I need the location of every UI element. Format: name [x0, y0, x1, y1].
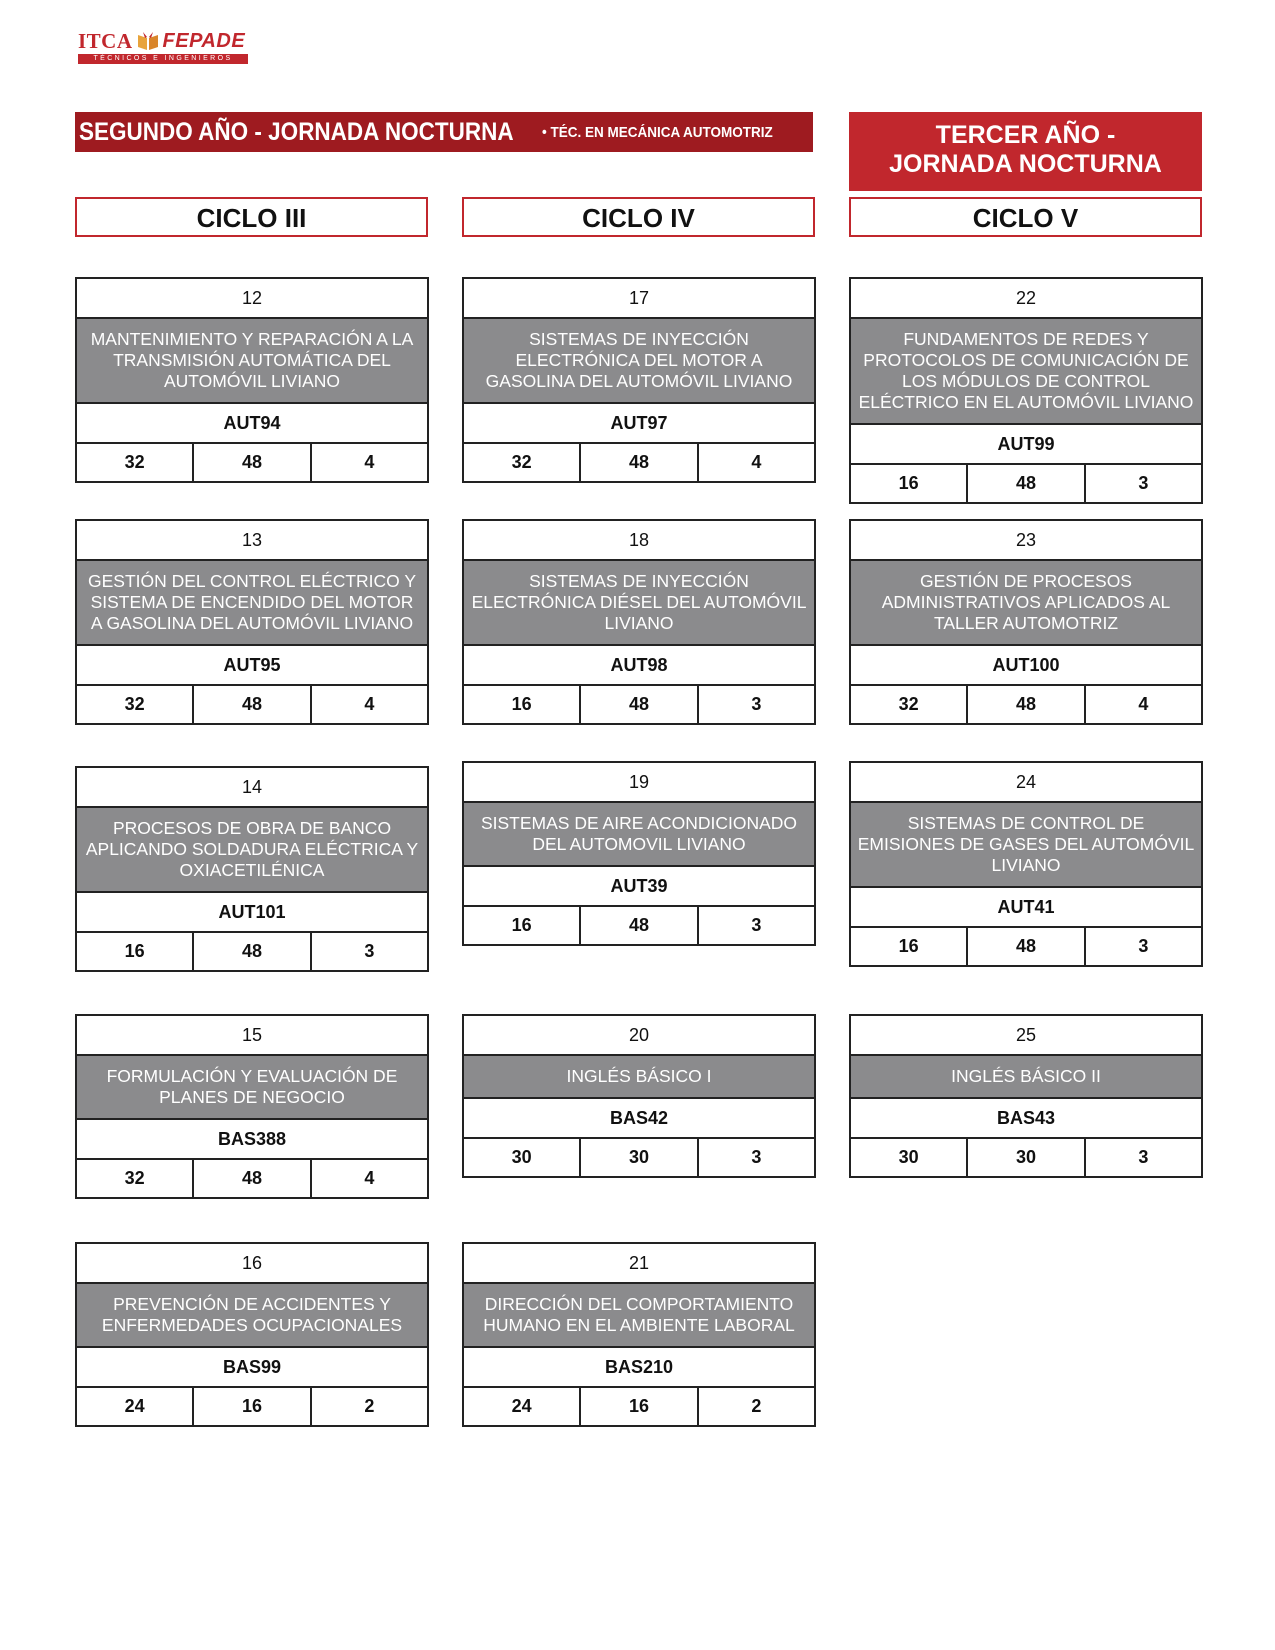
tercer-ano-banner: [849, 112, 1202, 191]
course-stats: [464, 444, 814, 481]
course-code: AUT100: [851, 646, 1201, 686]
course-stats: [464, 686, 814, 723]
stat-3: 3: [697, 907, 814, 944]
stat-1: 32: [898, 694, 919, 714]
course-title: FORMULACIÓN Y EVALUACIÓN DE PLANES DE NEGOCIO: [77, 1056, 427, 1120]
course-title: SISTEMAS DE INYECCIÓN ELECTRÓNICA DIÉSEL DEL AUTOMÓVIL LIVIANO: [464, 561, 814, 646]
course-code: AUT101: [77, 893, 427, 933]
stat-1: 16: [124, 941, 145, 961]
course-code: AUT39: [464, 867, 814, 907]
course-title: SISTEMAS DE CONTROL DE EMISIONES DE GASES DEL AUTOMÓVIL LIVIANO: [851, 803, 1201, 888]
stat-3: 4: [310, 686, 427, 723]
stat-2: 48: [966, 465, 1083, 502]
course-stats: [851, 686, 1201, 723]
stat-1: 32: [124, 452, 145, 472]
course-code: AUT97: [464, 404, 814, 444]
stat-1: 16: [898, 936, 919, 956]
course-card-13: [75, 519, 429, 725]
course-stats: [77, 444, 427, 481]
stat-1: 32: [124, 694, 145, 714]
stat-3: 4: [310, 444, 427, 481]
course-card-19: [462, 761, 816, 946]
course-title: INGLÉS BÁSICO II: [851, 1056, 1201, 1099]
stat-3: 3: [697, 1139, 814, 1176]
course-card-23: [849, 519, 1203, 725]
stat-3: 4: [1084, 686, 1201, 723]
stat-1: 32: [124, 1168, 145, 1188]
course-stats: [464, 1139, 814, 1176]
course-title: GESTIÓN DEL CONTROL ELÉCTRICO Y SISTEMA DE ENCENDIDO DEL MOTOR A GASOLINA DEL AUTOMÓVIL LIVIANO: [77, 561, 427, 646]
course-code: AUT94: [77, 404, 427, 444]
stat-3: 3: [310, 933, 427, 970]
stat-2: 48: [192, 933, 309, 970]
stat-1: 24: [511, 1396, 532, 1416]
course-code: BAS42: [464, 1099, 814, 1139]
course-title: DIRECCIÓN DEL COMPORTAMIENTO HUMANO EN EL AMBIENTE LABORAL: [464, 1284, 814, 1348]
stat-2: 16: [192, 1388, 309, 1425]
course-title: GESTIÓN DE PROCESOS ADMINISTRATIVOS APLICADOS AL TALLER AUTOMOTRIZ: [851, 561, 1201, 646]
stat-2: 48: [192, 444, 309, 481]
stat-2: 16: [579, 1388, 696, 1425]
course-card-17: [462, 277, 816, 483]
stat-1: 16: [511, 694, 532, 714]
stat-2: 48: [966, 686, 1083, 723]
course-code: AUT95: [77, 646, 427, 686]
course-title: SISTEMAS DE INYECCIÓN ELECTRÓNICA DEL MOTOR A GASOLINA DEL AUTOMÓVIL LIVIANO: [464, 319, 814, 404]
stat-1: 16: [898, 473, 919, 493]
course-stats: [77, 1160, 427, 1197]
course-stats: [464, 1388, 814, 1425]
course-card-25: [849, 1014, 1203, 1178]
course-card-24: [849, 761, 1203, 967]
course-title: PREVENCIÓN DE ACCIDENTES Y ENFERMEDADES OCUPACIONALES: [77, 1284, 427, 1348]
tercer-ano-line1: TERCER AÑO -: [935, 121, 1116, 149]
course-stats: [464, 907, 814, 944]
stat-1: 16: [511, 915, 532, 935]
course-title: FUNDAMENTOS DE REDES Y PROTOCOLOS DE COMUNICACIÓN DE LOS MÓDULOS DE CONTROL ELÉCTRICO EN EL AUTOMÓVIL LIVIANO: [851, 319, 1201, 425]
course-code: AUT98: [464, 646, 814, 686]
stat-2: 48: [579, 907, 696, 944]
stat-1: 32: [511, 452, 532, 472]
course-title: PROCESOS DE OBRA DE BANCO APLICANDO SOLDADURA ELÉCTRICA Y OXIACETILÉNICA: [77, 808, 427, 893]
course-card-12: [75, 277, 429, 483]
course-title: INGLÉS BÁSICO I: [464, 1056, 814, 1099]
course-number: 15: [77, 1016, 427, 1056]
book-icon: [137, 31, 159, 51]
stat-3: 3: [1084, 465, 1201, 502]
stat-2: 48: [579, 686, 696, 723]
course-card-20: [462, 1014, 816, 1178]
stat-2: 48: [192, 686, 309, 723]
course-stats: [851, 1139, 1201, 1176]
course-card-14: [75, 766, 429, 972]
program-name: • TÉC. EN MECÁNICA AUTOMOTRIZ: [541, 123, 773, 141]
course-title: MANTENIMIENTO Y REPARACIÓN A LA TRANSMISIÓN AUTOMÁTICA DEL AUTOMÓVIL LIVIANO: [77, 319, 427, 404]
course-code: AUT99: [851, 425, 1201, 465]
course-number: 25: [851, 1016, 1201, 1056]
course-card-21: [462, 1242, 816, 1427]
stat-2: 48: [192, 1160, 309, 1197]
stat-3: 4: [310, 1160, 427, 1197]
course-card-16: [75, 1242, 429, 1427]
course-stats: [851, 928, 1201, 965]
ciclo-iv-header: CICLO IV: [462, 197, 815, 237]
stat-3: 2: [697, 1388, 814, 1425]
course-number: 12: [77, 279, 427, 319]
stat-3: 3: [1084, 928, 1201, 965]
stat-3: 3: [1084, 1139, 1201, 1176]
course-number: 19: [464, 763, 814, 803]
stat-3: 2: [310, 1388, 427, 1425]
ciclo-v-header: CICLO V: [849, 197, 1202, 237]
stat-1: 24: [124, 1396, 145, 1416]
segundo-ano-title: SEGUNDO AÑO - JORNADA NOCTURNA: [79, 117, 514, 146]
course-stats: [77, 1388, 427, 1425]
course-code: BAS388: [77, 1120, 427, 1160]
logo-tagline: TÉCNICOS E INGENIEROS: [78, 54, 248, 64]
course-stats: [77, 933, 427, 970]
course-code: BAS99: [77, 1348, 427, 1388]
course-code: BAS43: [851, 1099, 1201, 1139]
course-number: 16: [77, 1244, 427, 1284]
stat-3: 3: [697, 686, 814, 723]
stat-2: 48: [579, 444, 696, 481]
course-number: 18: [464, 521, 814, 561]
course-number: 24: [851, 763, 1201, 803]
course-card-18: [462, 519, 816, 725]
course-title: SISTEMAS DE AIRE ACONDICIONADO DEL AUTOMOVIL LIVIANO: [464, 803, 814, 867]
course-number: 22: [851, 279, 1201, 319]
itca-fepade-logo: [78, 30, 258, 68]
logo-fepade: FEPADE: [162, 29, 246, 52]
stat-2: 30: [966, 1139, 1083, 1176]
ciclo-iii-header: CICLO III: [75, 197, 428, 237]
course-number: 17: [464, 279, 814, 319]
course-stats: [851, 465, 1201, 502]
logo-itca: ITCA: [78, 28, 133, 53]
segundo-ano-banner: [75, 112, 813, 152]
course-number: 23: [851, 521, 1201, 561]
course-number: 21: [464, 1244, 814, 1284]
stat-2: 48: [966, 928, 1083, 965]
stat-2: 30: [579, 1139, 696, 1176]
course-code: BAS210: [464, 1348, 814, 1388]
course-number: 14: [77, 768, 427, 808]
stat-1: 30: [511, 1147, 532, 1167]
stat-1: 30: [898, 1147, 919, 1167]
tercer-ano-line2: JORNADA NOCTURNA: [889, 150, 1162, 178]
course-number: 13: [77, 521, 427, 561]
course-number: 20: [464, 1016, 814, 1056]
stat-3: 4: [697, 444, 814, 481]
course-card-22: [849, 277, 1203, 504]
course-code: AUT41: [851, 888, 1201, 928]
course-stats: [77, 686, 427, 723]
course-card-15: [75, 1014, 429, 1199]
